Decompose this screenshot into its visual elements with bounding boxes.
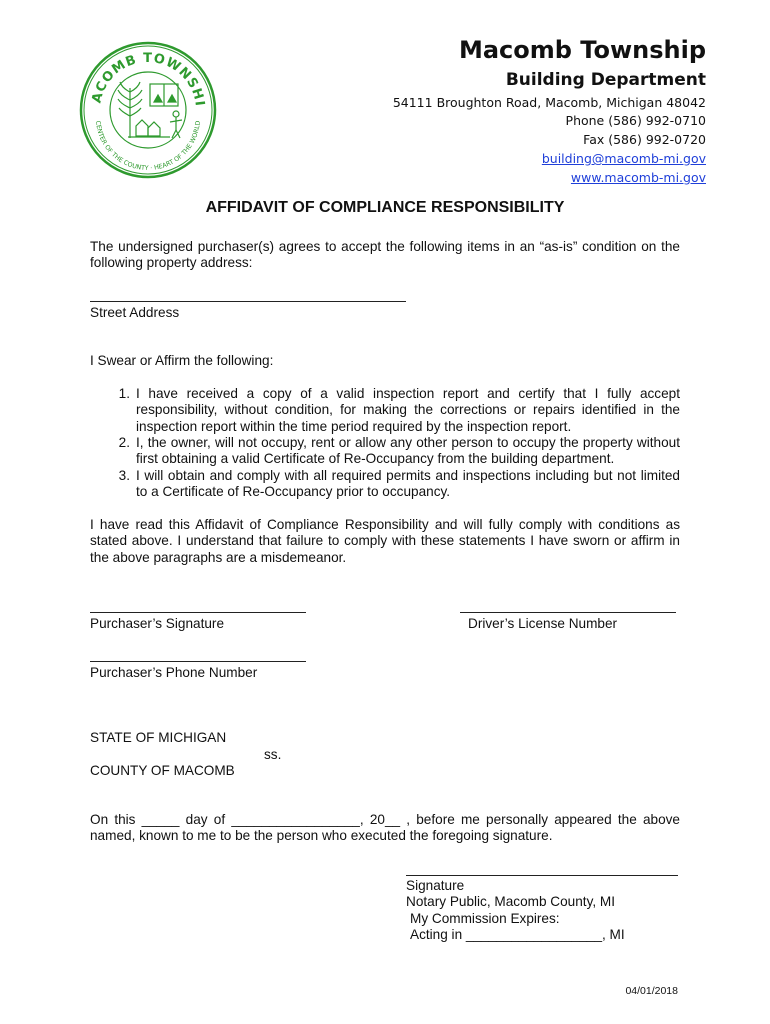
township-seal-graphic	[78, 40, 218, 180]
list-item-text: I will obtain and comply with all required permits and inspections including but not limited to a Certificate of Re-Occupancy prior to occupancy.	[136, 468, 680, 500]
list-item-text: I, the owner, will not occupy, rent or allow any other person to occupy the property without first obtaining a valid Certificate of Re-Occupancy from the building department.	[136, 435, 680, 467]
swear-intro: I Swear or Affirm the following:	[90, 353, 274, 368]
seal-building-icon	[150, 84, 178, 106]
seal-bottom-text: CENTER OF THE COUNTY · HEART OF THE WORLD	[94, 120, 202, 173]
seal-top-text: ACOMB TOWNSHI	[89, 50, 207, 108]
header-fax: Fax (586) 992-0720	[583, 132, 706, 147]
document-title: AFFIDAVIT OF COMPLIANCE RESPONSIBILITY	[205, 199, 565, 216]
seal-houses-icon	[128, 120, 170, 137]
svg-text:MACOMB TOWNSHIP	[78, 40, 207, 108]
notary-paragraph: On this _____ day of _________________, 20__ , before me personally appeared the above named, known to me to be the person who executed the foregoing signature.	[90, 812, 680, 844]
header-address: 54111 Broughton Road, Macomb, Michigan 48042	[392, 95, 706, 110]
form-date: 04/01/2018	[625, 985, 678, 997]
county-label: COUNTY OF MACOMB	[90, 763, 235, 778]
acting-in-label: Acting in __________________, MI	[410, 927, 625, 942]
list-item-text: I have received a copy of a valid inspection report and certify that I fully accept responsibility, without condition, for making the corrections or repairs identified in the inspection report within the time period required by the inspection report.	[136, 386, 680, 434]
purchaser-phone-line[interactable]	[90, 661, 306, 662]
header-phone: Phone (586) 992-0710	[565, 113, 706, 128]
list-item-number: 3.	[118, 468, 130, 483]
township-seal	[78, 40, 218, 180]
header-email-link[interactable]: building@macomb-mi.gov	[541, 151, 706, 166]
street-address-line[interactable]	[90, 301, 406, 302]
intro-paragraph: The undersigned purchaser(s) agrees to accept the following items in an “as-is” condition on the following property address:	[90, 239, 680, 271]
street-address-label: Street Address	[90, 305, 180, 320]
drivers-license-line[interactable]	[460, 612, 676, 613]
list-item-number: 2.	[118, 435, 130, 450]
notary-public-label: Notary Public, Macomb County, MI	[406, 894, 616, 909]
state-label: STATE OF MICHIGAN	[90, 730, 227, 745]
notary-signature-label: Signature	[406, 878, 465, 893]
seal-wheat-icon	[118, 82, 142, 138]
list-item-number: 1.	[118, 386, 130, 401]
header-website-link[interactable]: www.macomb-mi.gov	[570, 170, 706, 185]
header-department: Building Department	[505, 70, 706, 90]
compliance-paragraph: I have read this Affidavit of Compliance Responsibility and will fully comply with conditions as stated above. I understand that failure to comply with these statements I have sworn or affirm in the above paragraphs are a misdemeanor.	[90, 517, 680, 565]
purchaser-signature-line[interactable]	[90, 612, 306, 613]
drivers-license-label: Driver’s License Number	[468, 616, 618, 631]
seal-figure-icon	[170, 111, 182, 138]
notary-signature-line[interactable]	[406, 875, 678, 876]
purchaser-phone-label: Purchaser’s Phone Number	[90, 665, 258, 680]
commission-expires-label: My Commission Expires:	[410, 911, 560, 926]
purchaser-signature-label: Purchaser’s Signature	[90, 616, 224, 631]
header-title: Macomb Township	[458, 36, 706, 64]
ss-label: ss.	[264, 747, 282, 762]
